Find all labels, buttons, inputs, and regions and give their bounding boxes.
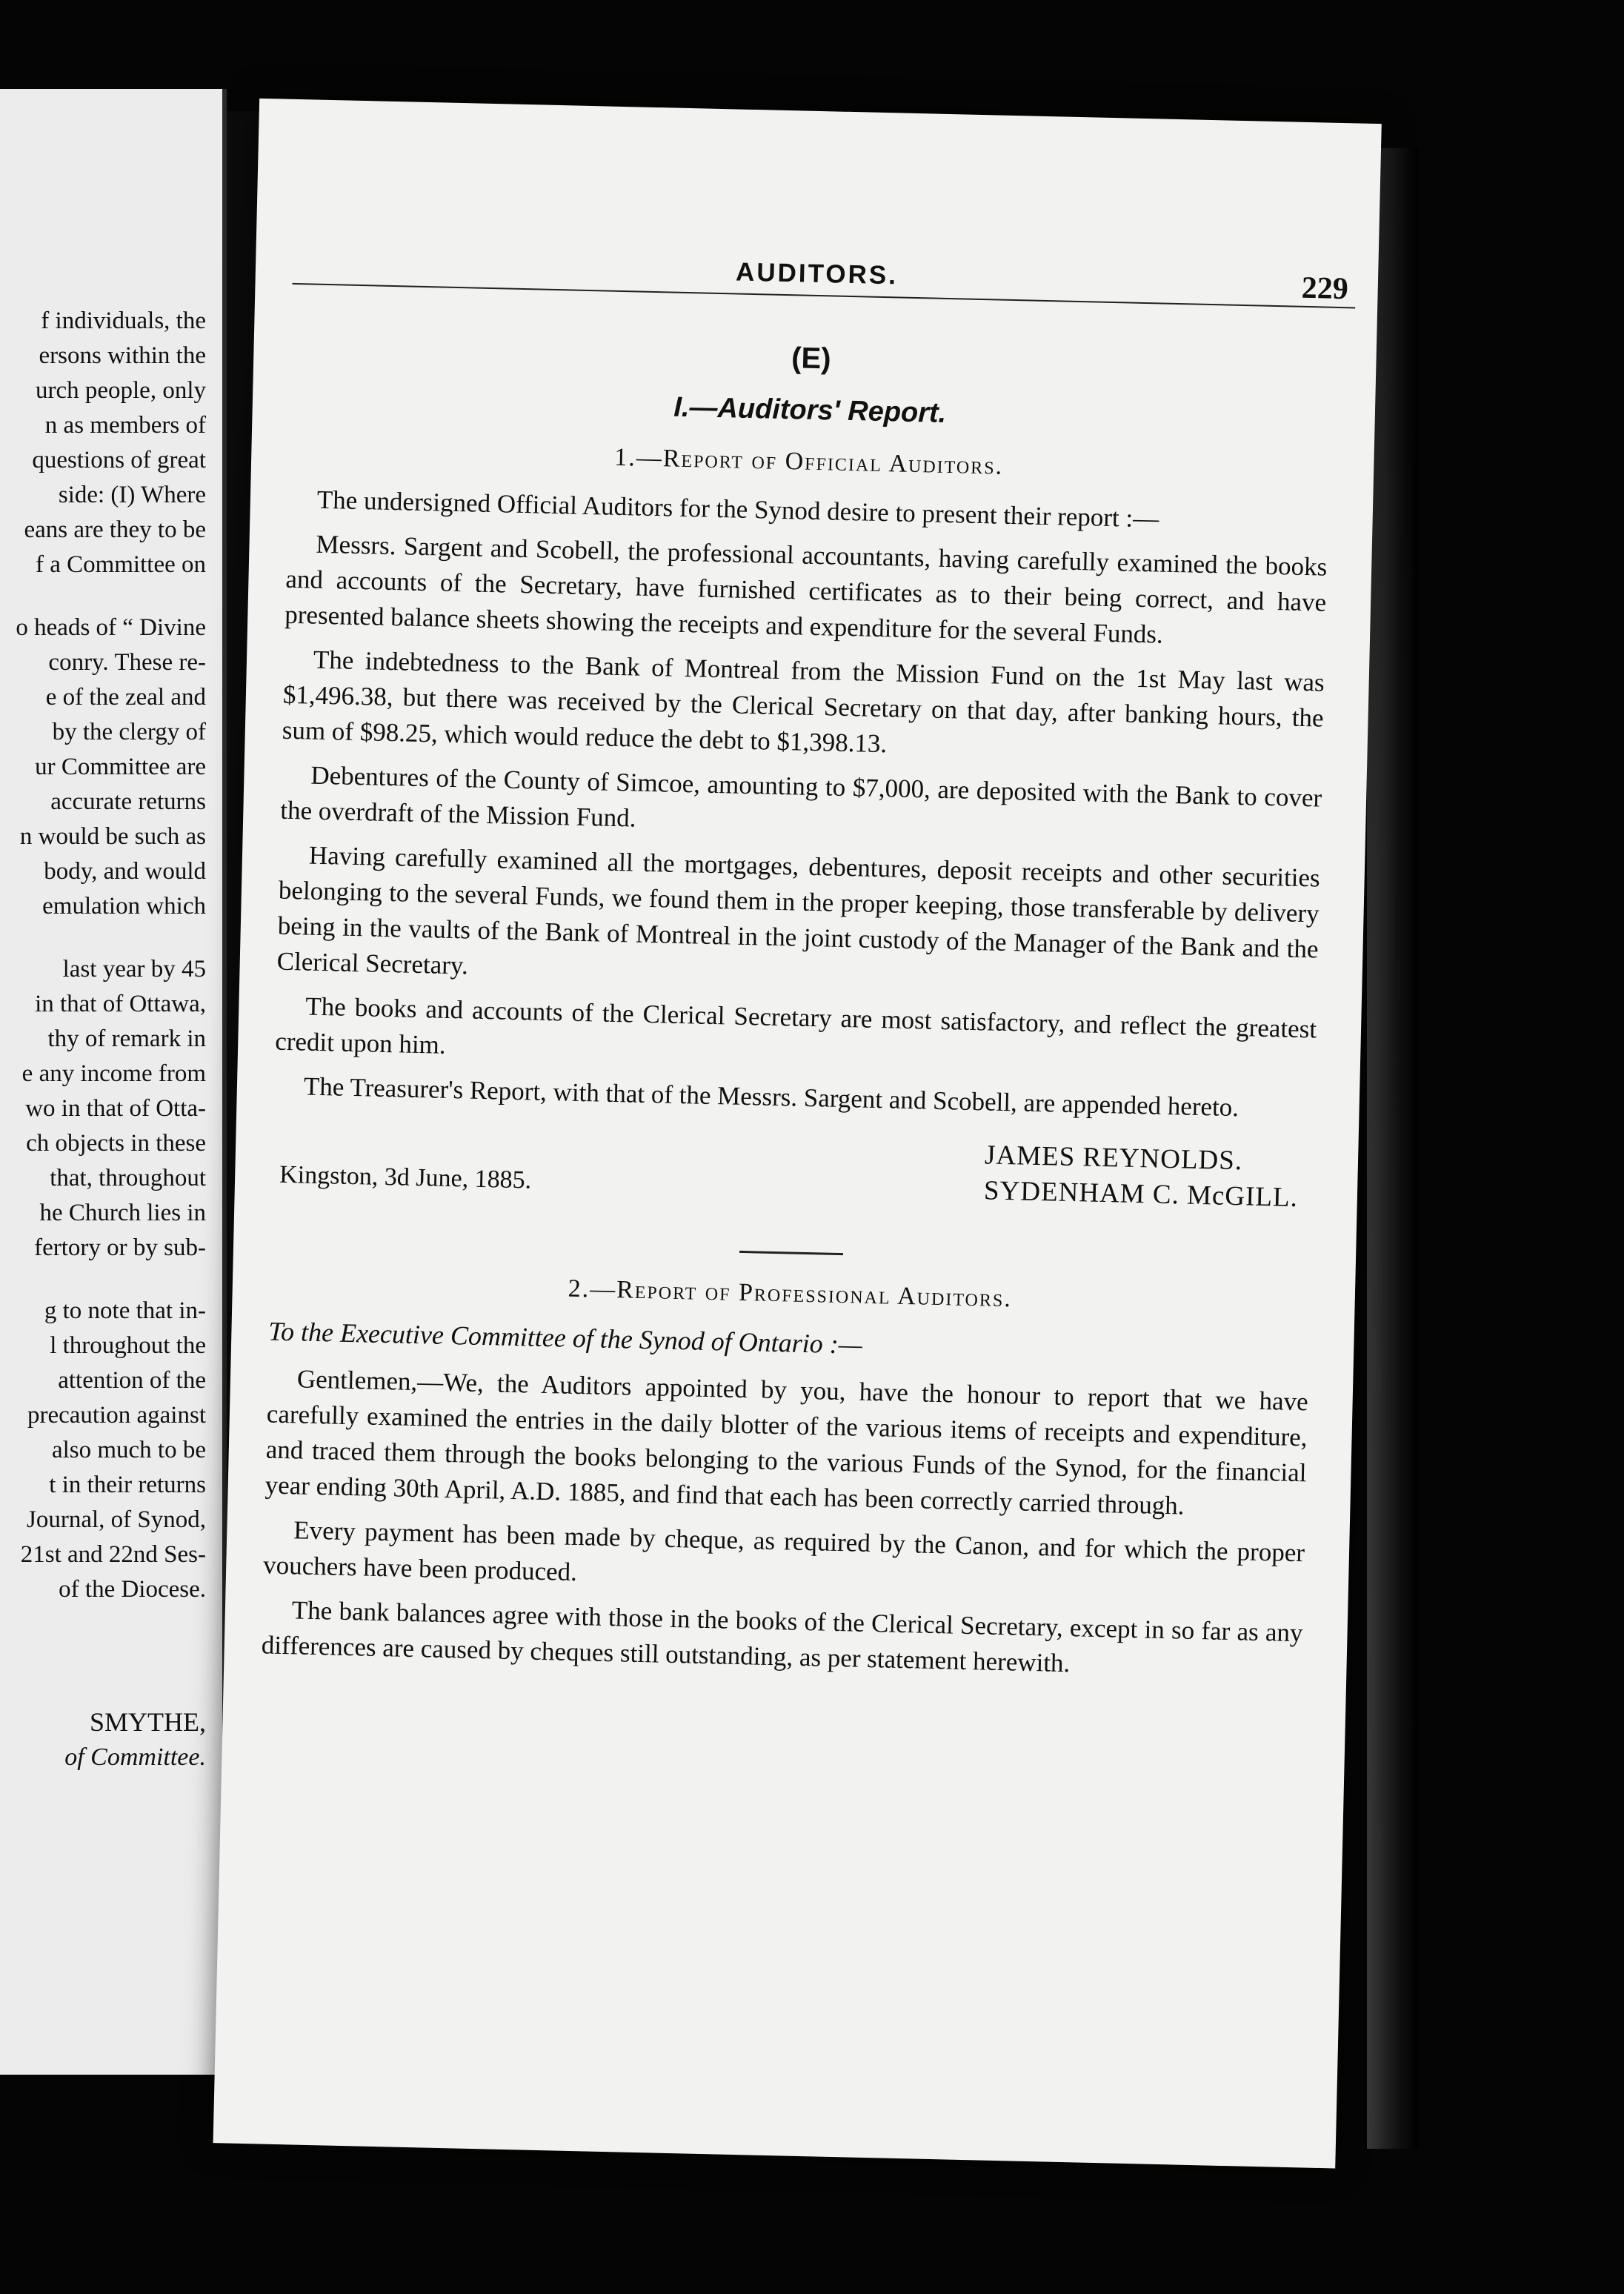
left-signature-name: SMYTHE, xyxy=(89,1707,206,1737)
paragraph: Gentlemen,—We, the Auditors appointed by you, have the honour to report that we have carefully examined the entries in the daily blotter of the various items of receipts and expenditure, and traced them through the books belonging to the various Funds of the Synod, for the financial year ending 30th April, A.D. 1885, and find that each has been correctly carried through. xyxy=(264,1364,1309,1520)
paragraph: The Treasurer's Report, with that of the Messrs. Sargent and Scobell, are appended hereto. xyxy=(303,1071,1239,1123)
official-auditors-heading: 1.—Report of Official Auditors. xyxy=(613,443,1004,480)
paragraph: Every payment has been made by cheque, as required by the Canon, and for which the proper vouchers have been produced. xyxy=(262,1515,1305,1587)
running-title: AUDITORS. xyxy=(735,257,899,290)
left-page-line: f a Committee on xyxy=(35,551,206,578)
left-page-line: n would be such as xyxy=(19,823,206,850)
left-page-line: wo in that of Otta- xyxy=(25,1095,206,1122)
left-page-line: attention of the xyxy=(58,1367,206,1394)
paragraph: The books and accounts of the Clerical Secretary are most satisfactory, and reflect the greatest credit upon him. xyxy=(274,991,1317,1060)
left-page-line: g to note that in- xyxy=(44,1297,206,1324)
left-page-line xyxy=(0,1266,206,1294)
left-page-line: questions of great xyxy=(32,447,206,473)
section-mark: (E) xyxy=(791,342,832,376)
left-page-line: emulation which xyxy=(42,893,206,920)
professional-auditors-heading: 2.—Report of Professional Auditors. xyxy=(568,1274,1013,1313)
page-number: 229 xyxy=(1301,270,1349,307)
left-page-line xyxy=(0,582,206,611)
paragraph: The bank balances agree with those in the books of the Clerical Secretary, except in so far as any differences are caused by cheques still outstanding, as per statement herewith. xyxy=(261,1595,1304,1678)
left-page-line: e any income from xyxy=(21,1060,206,1087)
left-page-line: body, and would xyxy=(44,858,206,885)
left-page-line: that, throughout xyxy=(50,1165,206,1191)
left-page-text xyxy=(0,304,206,1607)
left-page-line: urch people, only xyxy=(35,377,206,404)
paragraph: Messrs. Sargent and Scobell, the professional accountants, having carefully examined the books and accounts of the Secretary, have furnished certificates as to their being correct, and have presented balance sheets showing the receipts and expenditure for the several Funds. xyxy=(284,529,1328,649)
page-body xyxy=(261,322,1332,1695)
left-page-line: o heads of “ Divine xyxy=(16,614,206,641)
signer-reynolds: JAMES REYNOLDS. xyxy=(984,1140,1243,1177)
paragraph: Debentures of the County of Simcoe, amounting to $7,000, are deposited with the Bank to cover the overdraft of the Mission Fund. xyxy=(279,760,1322,833)
left-page-line: f individuals, the xyxy=(41,307,206,334)
left-page-line: ur Committee are xyxy=(35,754,206,780)
signature-block xyxy=(271,1122,1314,1234)
page-edge-shadow xyxy=(1367,148,1419,2149)
left-page-line: side: (I) Where xyxy=(58,482,206,508)
left-page-line: l throughout the xyxy=(50,1332,206,1359)
addressee: To the Executive Committee of the Synod of Ontario :— xyxy=(267,1316,863,1360)
left-page-line: 21st and 22nd Ses- xyxy=(20,1541,206,1568)
left-page-line xyxy=(0,924,206,952)
left-page-line: t in their returns xyxy=(49,1472,206,1498)
left-facing-page xyxy=(0,89,227,2075)
left-page-line: ersons within the xyxy=(39,342,206,369)
left-page-line: thy of remark in xyxy=(47,1025,206,1052)
left-page-line: by the clergy of xyxy=(52,719,206,745)
left-page-line: e of the zeal and xyxy=(45,684,206,711)
signer-mcgill: SYDENHAM C. McGILL. xyxy=(983,1175,1299,1213)
left-page-line: eans are they to be xyxy=(24,516,206,543)
place-date: Kingston, 3d June, 1885. xyxy=(279,1160,532,1194)
left-page-line: fertory or by sub- xyxy=(34,1234,206,1261)
left-page-line: of the Diocese. xyxy=(59,1576,206,1603)
left-page-line: n as members of xyxy=(44,412,206,439)
left-page-line: in that of Ottawa, xyxy=(35,991,206,1017)
book-page xyxy=(213,99,1382,2169)
report-title: I.—Auditors' Report. xyxy=(673,391,947,429)
left-page-line: accurate returns xyxy=(50,788,206,815)
signers xyxy=(984,1137,1299,1216)
left-page-line: ch objects in these xyxy=(26,1130,206,1157)
running-head xyxy=(255,247,1378,316)
left-signature-title: of Committee. xyxy=(64,1743,206,1771)
paragraph: The undersigned Official Auditors for the Synod desire to present their report :— xyxy=(316,485,1159,533)
paragraph: The indebtedness to the Bank of Montreal from the Mission Fund on the 1st May last was $1,496.38, but there was received by the Clerical Secretary on that day, after banking hours, the sum of $98.25, which would reduce the debt to $1,398.13. xyxy=(282,645,1325,759)
section-divider xyxy=(739,1251,843,1255)
left-page-signature xyxy=(64,1704,206,1775)
left-page-line: precaution against xyxy=(27,1402,206,1429)
left-page-line: conry. These re- xyxy=(48,649,206,676)
left-page-line: Journal, of Synod, xyxy=(27,1506,206,1533)
left-page-line: last year by 45 xyxy=(62,956,206,983)
left-page-line: also much to be xyxy=(51,1437,206,1463)
left-page-line: he Church lies in xyxy=(39,1200,206,1226)
paragraph: Having carefully examined all the mortgages, debentures, deposit receipts and other securities belonging to the several Funds, we found them in the proper keeping, those transferable by delivery being in the vaults of the Bank of Montreal in the joint custody of the Manager of the Bank and the Clerical Secretary. xyxy=(276,840,1321,980)
